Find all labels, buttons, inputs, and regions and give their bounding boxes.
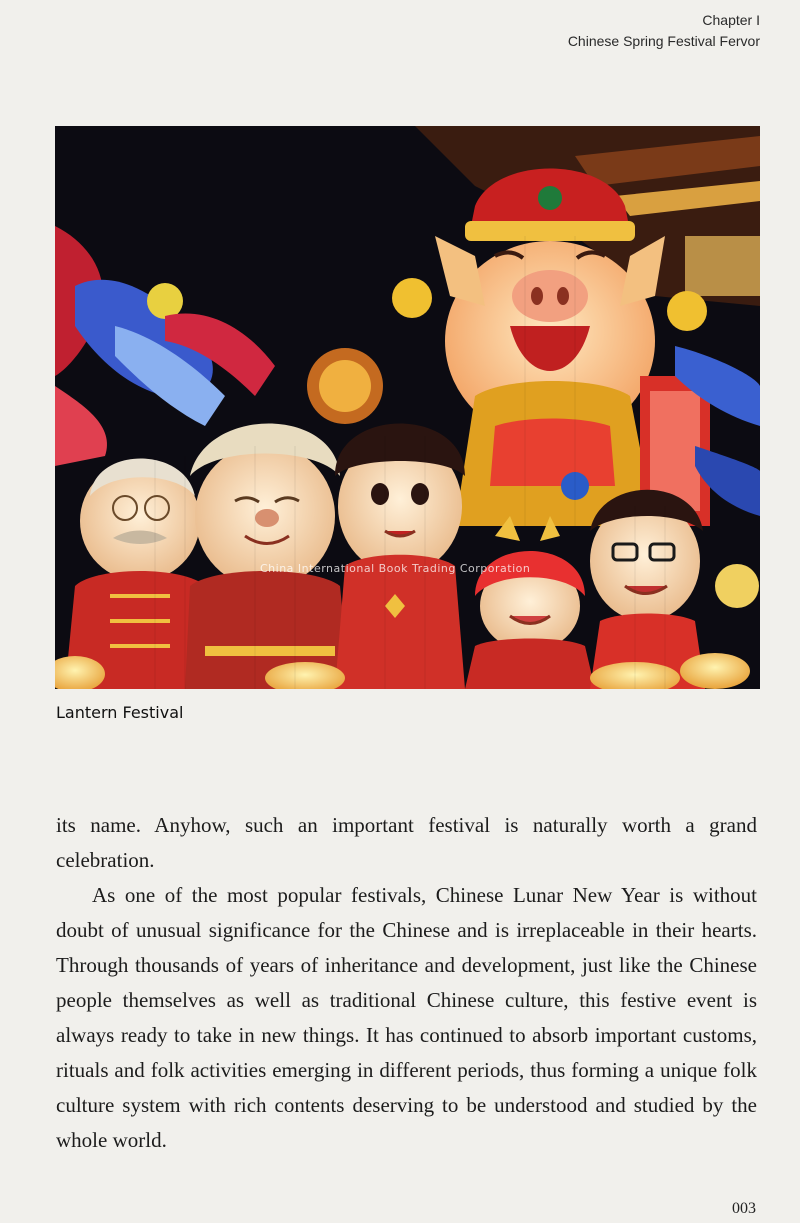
paragraph: its name. Anyhow, such an important festival is naturally worth a grand celebration.: [56, 813, 757, 872]
page-number: 003: [732, 1200, 756, 1217]
lantern-photo-illustration: [55, 126, 760, 689]
running-header: [568, 10, 760, 52]
lantern-festival-photo: [55, 126, 760, 689]
chapter-label: Chapter I: [702, 12, 760, 28]
watermark: China International Book Trading Corporation: [260, 562, 531, 575]
figure-caption: Lantern Festival: [56, 703, 184, 722]
chapter-title: Chinese Spring Festival Fervor: [567, 33, 760, 49]
body-text: [56, 808, 757, 1158]
paragraph: As one of the most popular festivals, Chinese Lunar New Year is without doubt of unusual significance for the Chinese and is irreplaceable in their hearts. Through thousands of years of inheritance and development, just like the Chinese people themselves as well as traditional Chinese culture, this festive event is always ready to take in new things. It has continued to absorb important customs, rituals and folk activities emerging in different periods, thus forming a unique folk culture system with rich contents deserving to be understood and studied by the whole world.: [56, 883, 757, 1152]
